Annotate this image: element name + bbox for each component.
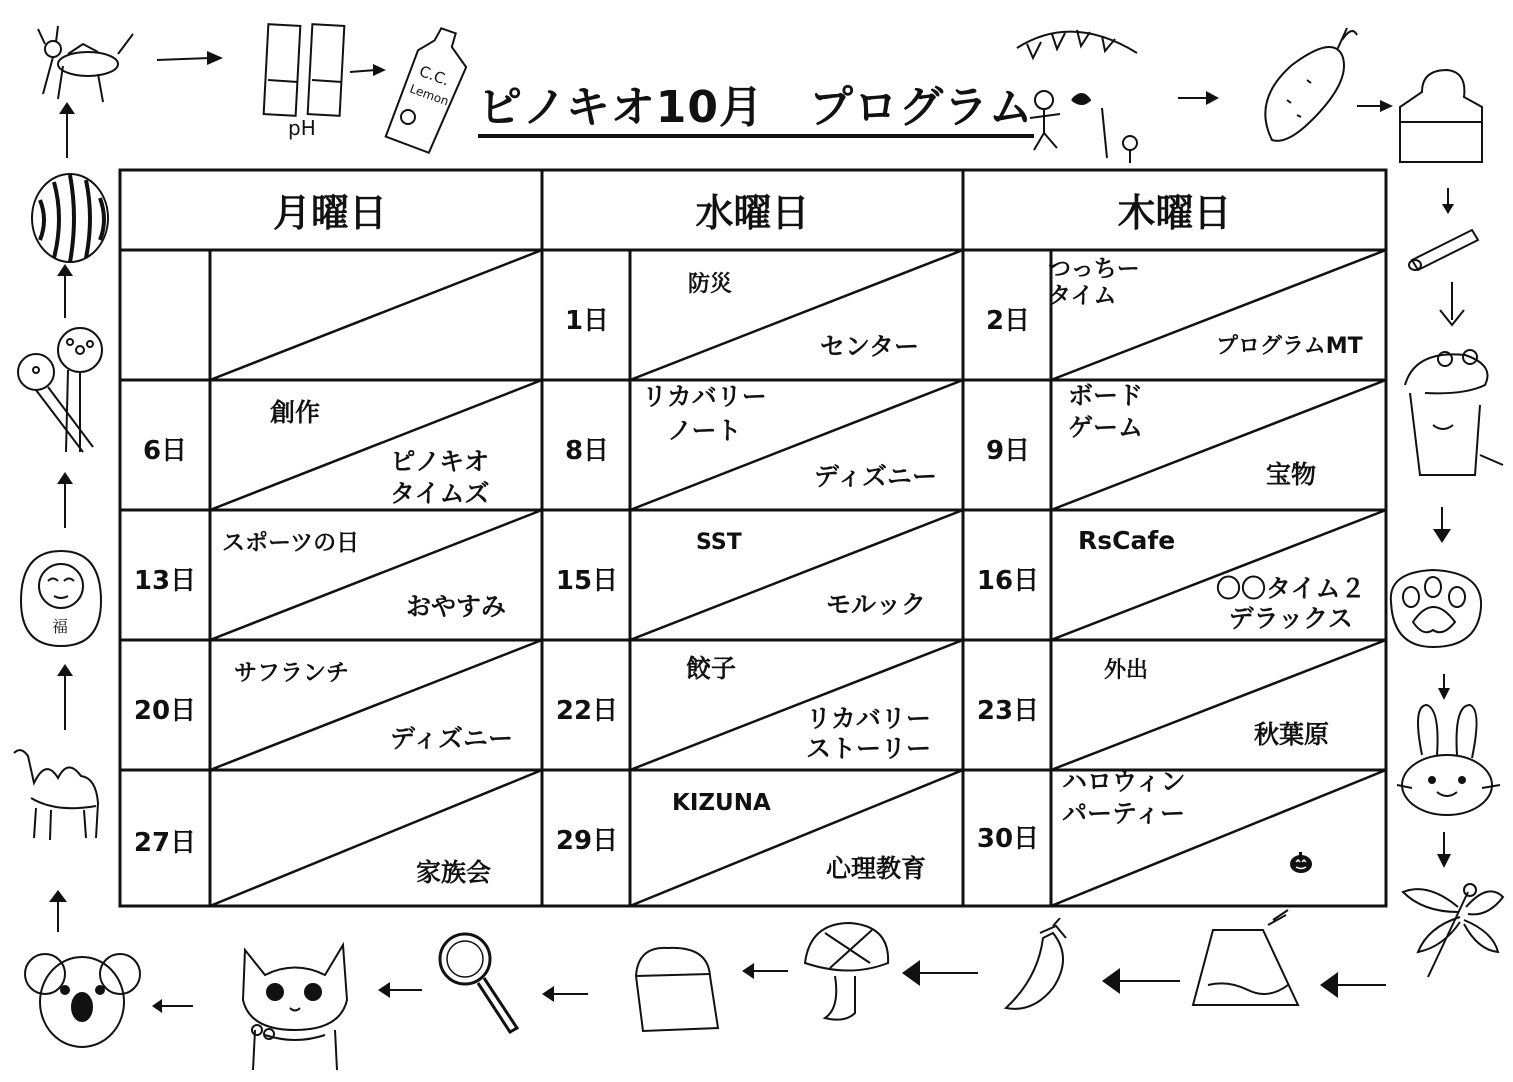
date-label: 6日: [142, 436, 188, 466]
header-monday: 月曜日: [272, 190, 387, 235]
date-label: 22日: [555, 696, 619, 726]
rice-bag-icon: [1188, 905, 1303, 1015]
mushroom-icon: [800, 918, 895, 1023]
date-label: 30日: [976, 824, 1040, 854]
program-bottom: センター: [820, 332, 920, 361]
crocodile-icon: [1385, 345, 1505, 490]
date-label: 15日: [555, 566, 619, 596]
arrow-down-icon: [1434, 672, 1454, 702]
arrow-up-icon: [54, 262, 76, 320]
program-top: 餃子: [686, 654, 737, 683]
pumpkin-icon: [1288, 850, 1314, 874]
page-title: ピノキオ10月 プログラム: [478, 84, 1034, 138]
arrow-left-icon: [740, 960, 790, 982]
program-bottom: ディズニー: [390, 724, 514, 753]
cell-diagonal: [630, 510, 963, 640]
arrow-left-icon: [150, 996, 195, 1016]
cell-diagonal: [210, 250, 542, 380]
daruma-icon: [16, 546, 106, 651]
lucky-cat-icon: [225, 930, 365, 1075]
arrow-up-icon: [46, 888, 70, 934]
arrow-right-icon: [1176, 88, 1221, 108]
ph-label: pH: [288, 116, 316, 140]
date-label: 9日: [985, 436, 1031, 466]
sweet-potato-icon: [1252, 20, 1362, 150]
arrow-left-icon: [540, 982, 590, 1006]
date-label: 27日: [133, 828, 197, 858]
program-bottom: リカバリー ストーリー: [806, 704, 932, 763]
program-top: ハロウィン パーティー: [1062, 767, 1186, 828]
cell-diagonal: [210, 770, 542, 906]
program-top: KIZUNA: [672, 790, 771, 816]
program-bottom: 〇〇タイム２ デラックス: [1216, 574, 1366, 633]
arrow-down-icon: [1434, 830, 1454, 870]
program-bottom: モルック: [826, 590, 927, 619]
date-label: 1日: [564, 306, 610, 336]
program-bottom: 宝物: [1266, 460, 1317, 489]
arrow-left-icon: [1318, 968, 1388, 1002]
program-top: SST: [696, 530, 742, 555]
date-label: 8日: [564, 436, 610, 466]
program-top: サフランチ: [234, 660, 349, 686]
program-bottom: ディズニー: [814, 462, 938, 491]
program-top: つっちー タイム: [1048, 256, 1140, 309]
arrow-down-icon: [1430, 505, 1454, 545]
bottle-label: C.C.: [416, 62, 452, 90]
program-bottom: ピノキオ タイムズ: [390, 447, 490, 508]
party-flags-icon: [1012, 18, 1142, 163]
schedule-table: [118, 168, 1388, 908]
cell-diagonal: [210, 380, 542, 510]
arrow-down-icon: [1432, 280, 1472, 330]
paw-icon: [1383, 562, 1488, 654]
date-label: 16日: [976, 566, 1040, 596]
program-bottom: おやすみ: [406, 592, 507, 621]
date-label: 13日: [133, 566, 197, 596]
program-bottom: 心理教育: [826, 854, 927, 883]
date-label: 20日: [133, 696, 197, 726]
program-top: 防災: [688, 272, 733, 297]
koala-icon: [20, 942, 145, 1072]
arrow-left-icon: [900, 956, 980, 990]
program-top: 外出: [1104, 658, 1149, 683]
chikuwa-icon: [1402, 222, 1482, 272]
program-top: スポーツの日: [222, 530, 360, 556]
date-label: 23日: [976, 696, 1040, 726]
bread-icon: [628, 936, 723, 1036]
arrow-left-icon: [1100, 964, 1182, 998]
rabbit-icon: [1392, 700, 1502, 820]
magnifier-icon: [432, 926, 527, 1036]
rice-cake-icon: [1392, 62, 1492, 172]
program-top: RsCafe: [1078, 526, 1176, 555]
program-bottom: 家族会: [416, 858, 492, 887]
ph-paper-icon: [258, 20, 358, 140]
program-top: 創作: [270, 398, 321, 427]
arrow-up-icon: [54, 470, 76, 530]
program-top: ボード ゲーム: [1068, 381, 1144, 442]
arrow-up-icon: [54, 662, 76, 732]
program-top: リカバリー ノート: [642, 382, 767, 445]
camel-icon: [6, 738, 111, 848]
arrow-right-icon: [155, 48, 225, 68]
arrow-right-icon: [1355, 96, 1395, 116]
arrow-up-icon: [56, 100, 78, 160]
cell-diagonal: [1051, 640, 1386, 770]
watermelon-icon: [28, 170, 113, 265]
daruma-label: 福: [52, 617, 69, 636]
program-bottom: プログラムMT: [1216, 334, 1363, 359]
date-label: 29日: [555, 826, 619, 856]
header-wednesday: 水曜日: [695, 190, 810, 235]
bottle-label: Lemon: [407, 81, 451, 109]
program-bottom: 秋葉原: [1254, 720, 1330, 749]
date-label: 2日: [985, 306, 1031, 336]
header-thursday: 木曜日: [1117, 190, 1232, 235]
lotus-root-icon: [8, 322, 108, 457]
mantis-icon: [28, 14, 138, 104]
arrow-down-icon: [1438, 186, 1458, 216]
dragonfly-icon: [1398, 872, 1506, 982]
arrow-left-icon: [376, 978, 424, 1002]
eggplant-icon: [998, 918, 1078, 1018]
bottle-icon: [378, 22, 478, 157]
